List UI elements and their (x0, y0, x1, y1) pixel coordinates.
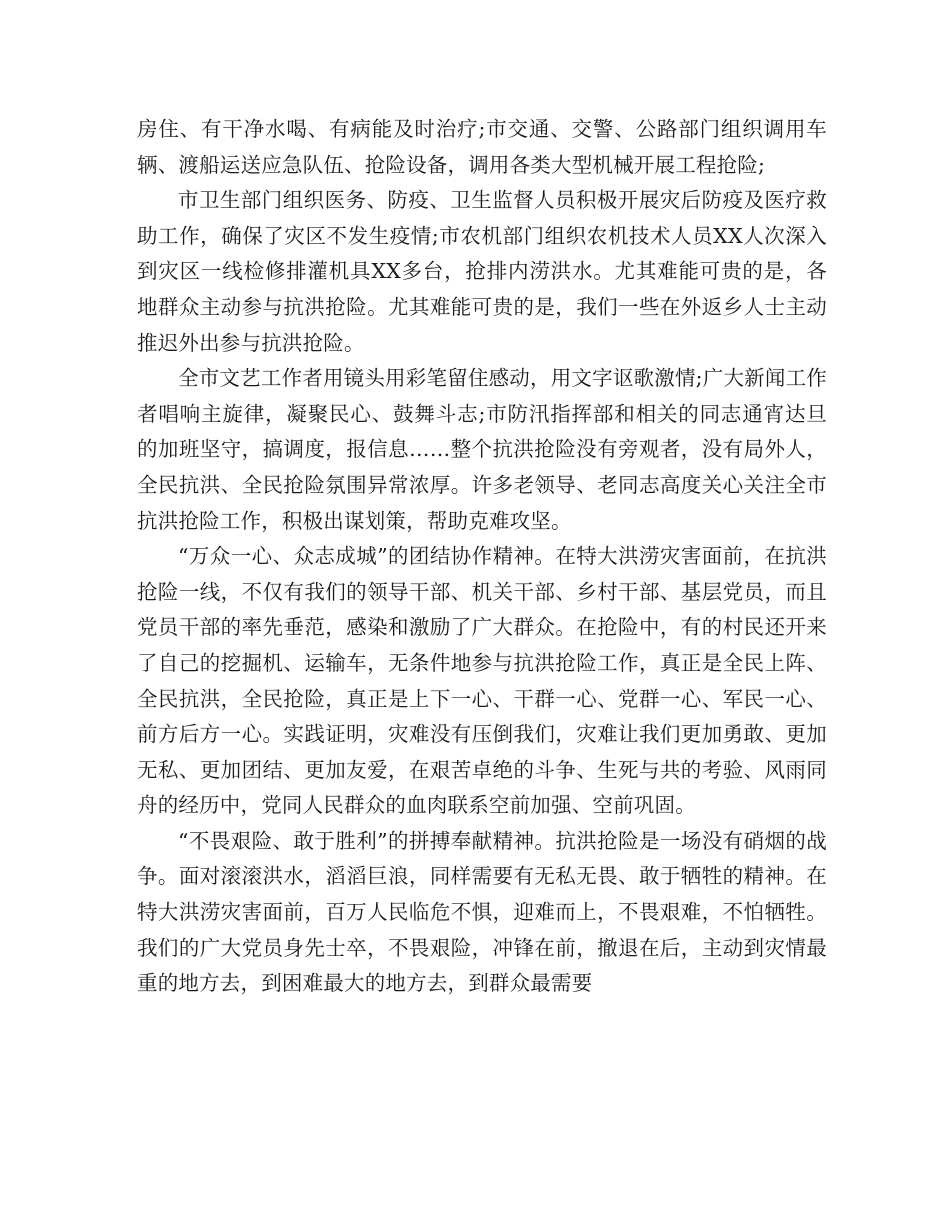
paragraph-unity-spirit: “万众一心、众志成城”的团结协作精神。在特大洪涝灾害面前，在抗洪抢险一线，不仅有我们的领导干部、机关干部、乡村干部、基层党员，而且党员干部的率先垂范，感染和激励了广大群众。在抢险中，有的村民还开来了自己的挖掘机、运输车，无条件地参与抗洪抢险工作，真正是全民上阵、全民抗洪，全民抢险，真正是上下一心、干群一心、党群一心、军民一心、前方后方一心。实践证明，灾难没有压倒我们，灾难让我们更加勇敢、更加无私、更加团结、更加友爱，在艰苦卓绝的斗争、生死与共的考验、风雨同舟的经历中，党同人民群众的血肉联系空前加强、空前巩固。 (137, 544, 827, 818)
paragraph-dedication-spirit: “不畏艰险、敢于胜利”的拼搏奉献精神。抗洪抢险是一场没有硝烟的战争。面对滚滚洪水，滔滔巨浪，同样需要有无私无畏、敢于牺牲的精神。在特大洪涝灾害面前，百万人民临危不惧，迎难而上，不畏艰难，不怕牺牲。我们的广大党员身先士卒，不畏艰险，冲锋在前，撤退在后，主动到灾情最重的地方去，到困难最大的地方去，到群众最需要 (137, 828, 827, 996)
paragraph-arts-media: 全市文艺工作者用镜头用彩笔留住感动，用文字讴歌激情;广大新闻工作者唱响主旋律，凝聚民心、鼓舞斗志;市防汛指挥部和相关的同志通宵达旦的加班坚守，搞调度，报信息……整个抗洪抢险没有旁观者，没有局外人，全民抗洪、全民抢险氛围异常浓厚。许多老领导、老同志高度关心关注全市抗洪抢险工作，积极出谋划策，帮助克难攻坚。 (137, 366, 827, 533)
paragraph-continuation: 房住、有干净水喝、有病能及时治疗;市交通、交警、公路部门组织调用车辆、渡船运送应急队伍、抢险设备，调用各类大型机械开展工程抢险; (137, 117, 827, 177)
document-body (137, 112, 827, 1002)
paragraph-health-agriculture: 市卫生部门组织医务、防疫、卫生监督人员积极开展灾后防疫及医疗救助工作，确保了灾区不发生疫情;市农机部门组织农机技术人员XX人次深入到灾区一线检修排灌机具XX多台，抢排内涝洪水。尤其难能可贵的是，各地群众主动参与抗洪抢险。尤其难能可贵的是，我们一些在外返乡人士主动推迟外出参与抗洪抢险。 (137, 188, 827, 355)
